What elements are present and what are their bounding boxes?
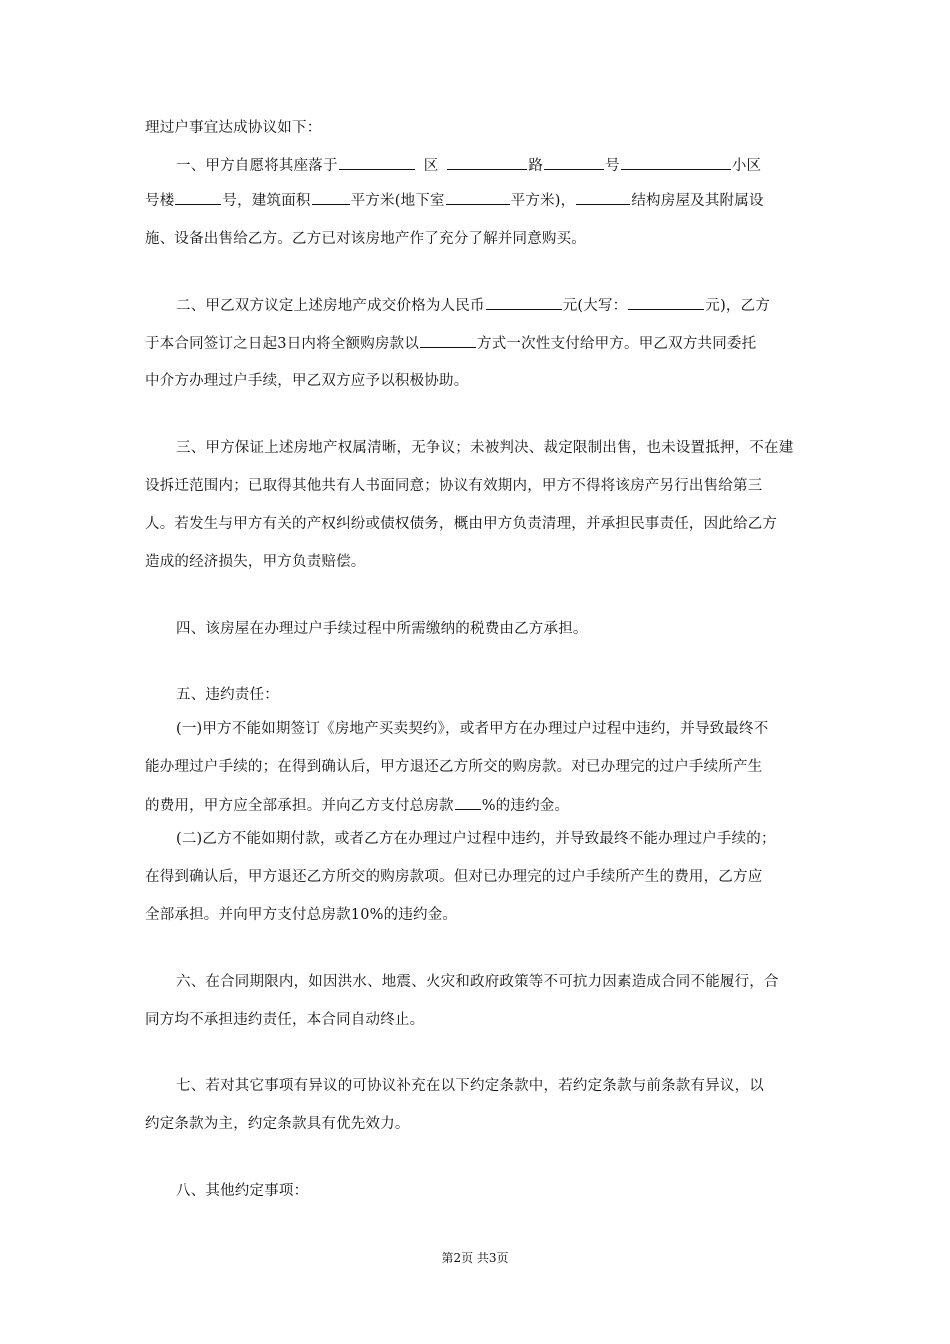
blank-field [628, 295, 704, 310]
section-1-line-1 [176, 155, 761, 176]
section-2-line-1 [176, 295, 770, 316]
s1-text-a: 一、甲方自愿将其座落于 [176, 158, 338, 174]
section-5-p1-line-3 [145, 795, 569, 816]
section-2-line-3: 中介方办理过户手续，甲乙双方应予以积极协助。 [145, 373, 469, 389]
blank-field [420, 333, 476, 348]
section-1-line-3: 施、设备出售给乙方。乙方已对该房地产作了充分了解并同意购买。 [145, 231, 586, 247]
intro-line: 理过户事宜达成协议如下： [145, 120, 322, 136]
section-7-line-2: 约定条款为主，约定条款具有优先效力。 [145, 1116, 410, 1132]
blank-field [339, 155, 415, 170]
blank-field [447, 155, 527, 170]
section-7-line-1: 七、若对其它事项有异议的可协议补充在以下约定条款中，若约定条款与前条款有异议，以 [176, 1078, 764, 1094]
blank-field [621, 155, 731, 170]
section-2-line-2 [145, 333, 756, 354]
section-3-line-2: 设拆迁范围内；已取得其他共有人书面同意；协议有效期内，甲方不得将该房产另行出售给第三 [145, 478, 763, 494]
blank-field [455, 795, 481, 810]
s1-text-b: 区 [423, 158, 439, 174]
section-4-line: 四、该房屋在办理过户手续过程中所需缴纳的税费由乙方承担。 [176, 621, 588, 637]
section-3-line-4: 造成的经济损失，甲方负责赔偿。 [145, 554, 366, 570]
s1-text-e: 小区 [731, 158, 762, 174]
s2-l2-b: 方式一次性支付给甲方。甲乙双方共同委托 [477, 336, 757, 352]
blank-field [544, 155, 604, 170]
blank-field [312, 190, 350, 205]
section-6-line-2: 同方均不承担违约责任，本合同自动终止。 [145, 1012, 425, 1028]
blank-field [576, 190, 630, 205]
s2-l2-a: 于本合同签订之日起3日内将全额购房款以 [145, 336, 420, 352]
section-6-line-1: 六、在合同期限内，如因洪水、地震、火灾和政府政策等不可抗力因素造成合同不能履行，合 [176, 974, 779, 990]
s1-l2-a: 号楼 [145, 193, 175, 209]
section-1-line-2 [145, 190, 764, 211]
s5-p1-l3-b: %的违约金。 [481, 798, 570, 814]
s2-l1-a: 二、甲乙双方议定上述房地产成交价格为人民币 [176, 298, 485, 314]
s1-l2-c: 平方米(地下室 [350, 193, 445, 209]
section-3-line-1: 三、甲方保证上述房地产权属清晰，无争议；未被判决、裁定限制出售，也未设置抵押，不在建 [176, 440, 794, 456]
section-5-p2-line-3: 全部承担。并向甲方支付总房款10%的违约金。 [145, 907, 458, 923]
section-5-p2-line-1: (二)乙方不能如期付款，或者乙方在办理过户过程中违约，并导致最终不能办理过户手续的； [176, 831, 776, 847]
s1-l2-b: 号，建筑面积 [222, 193, 311, 209]
s5-p1-l3-a: 的费用，甲方应全部承担。并向乙方支付总房款 [145, 798, 454, 814]
blank-field [175, 190, 221, 205]
section-3-line-3: 人。若发生与甲方有关的产权纠纷或债权债务，概由甲方负责清理，并承担民事责任，因此给乙方 [145, 516, 778, 532]
blank-field [486, 295, 562, 310]
page-footer: 第2页 共3页 [441, 1251, 509, 1265]
section-5-p2-line-2: 在得到确认后，甲方退还乙方所交的购房款项。但对已办理完的过户手续所产生的费用，乙方应 [145, 869, 763, 885]
s1-text-c: 路 [528, 158, 544, 174]
section-5-p1-line-2: 能办理过户手续的；在得到确认后，甲方退还乙方所交的购房款。对已办理完的过户手续所产生 [145, 759, 763, 775]
s1-l2-e: 结构房屋及其附属设 [631, 193, 764, 209]
blank-field [446, 190, 510, 205]
section-8-line: 八、其他约定事项： [176, 1183, 309, 1199]
s2-l1-c: 元)，乙方 [705, 298, 771, 314]
section-5-title: 五、违约责任： [176, 687, 279, 703]
section-5-p1-line-1: (一)甲方不能如期签订《房地产买卖契约》，或者甲方在办理过户过程中违约，并导致最终不 [176, 721, 769, 737]
s1-l2-d: 平方米)， [510, 193, 576, 209]
s2-l1-b: 元(大写： [562, 298, 628, 314]
s1-text-d: 号 [605, 158, 620, 174]
